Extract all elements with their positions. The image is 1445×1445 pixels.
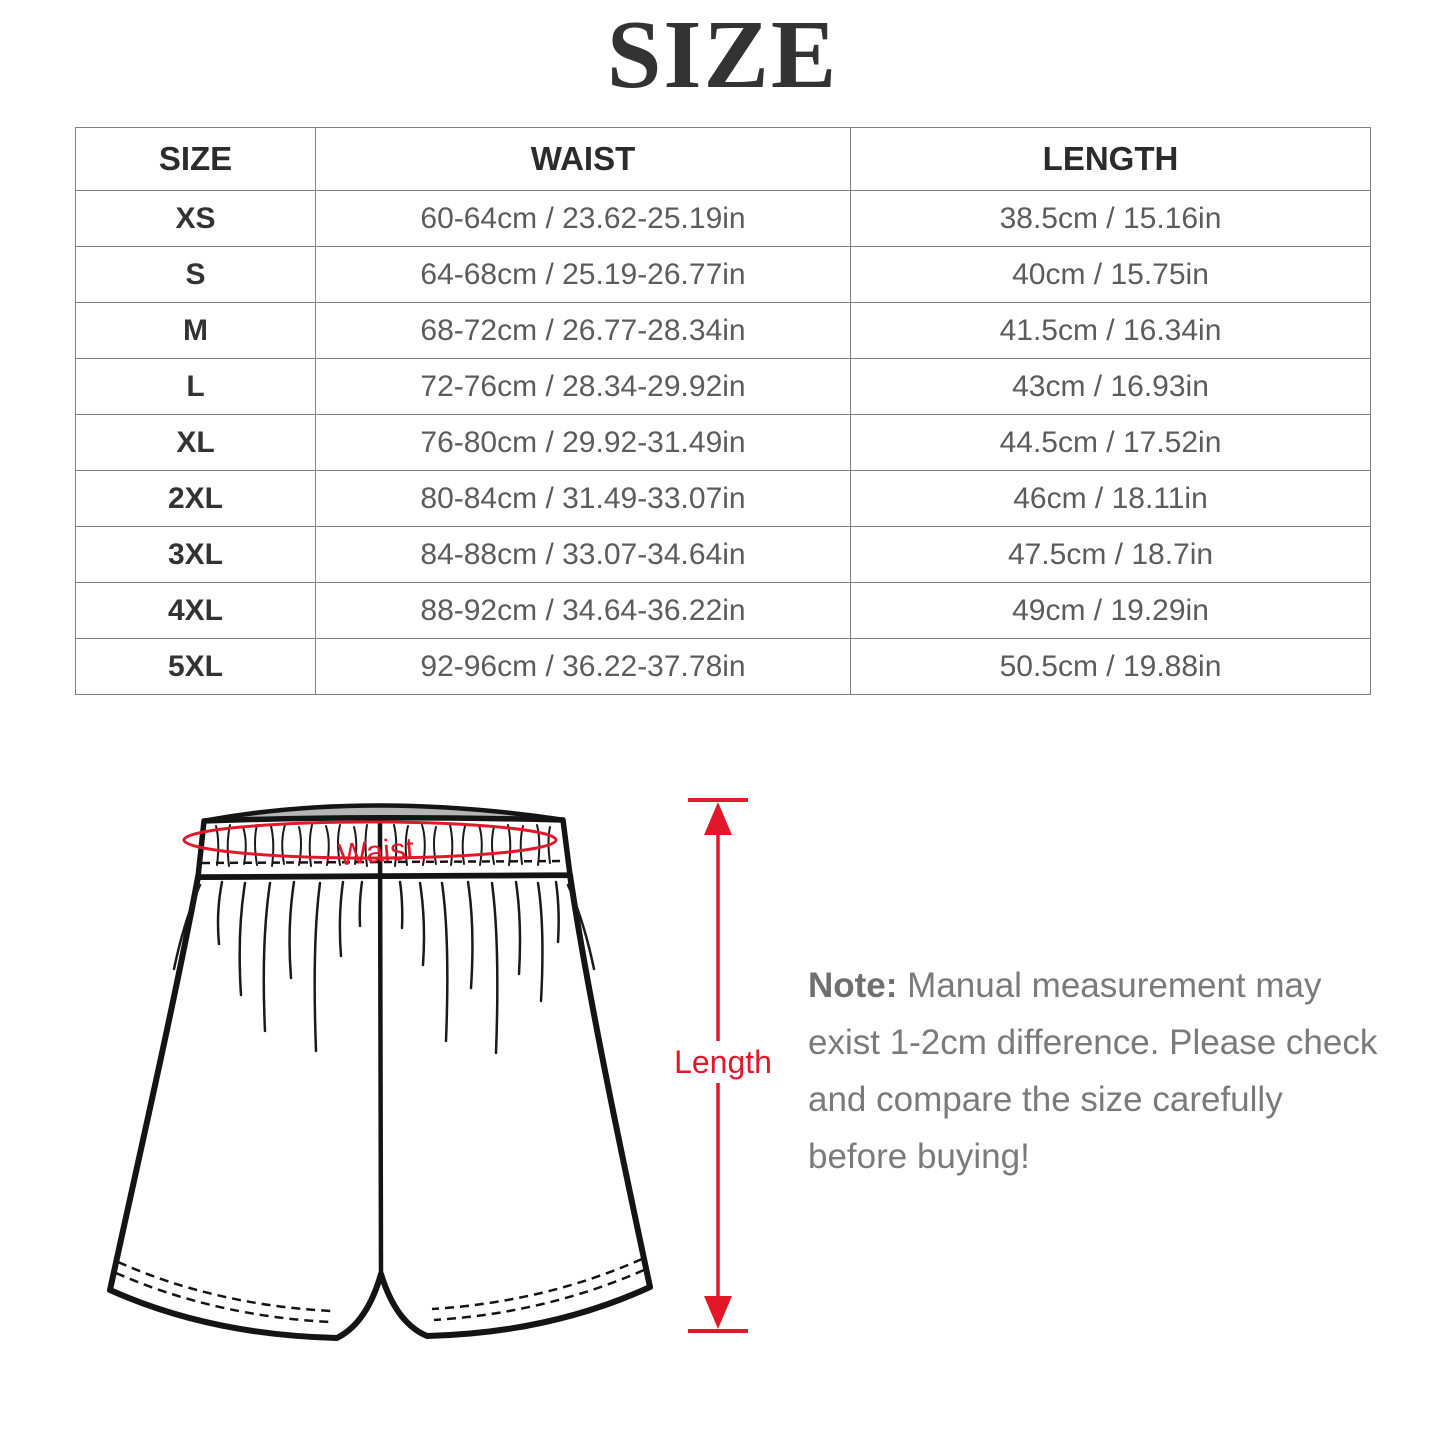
table-row <box>76 359 1371 415</box>
waist-label: Waist <box>336 830 416 873</box>
size-value: XL <box>76 415 316 471</box>
size-value: L <box>76 359 316 415</box>
table-header-row <box>76 128 1371 191</box>
waist-value: 84-88cm / 33.07-34.64in <box>316 527 851 583</box>
shorts-measurement-diagram <box>80 775 780 1355</box>
table-row <box>76 415 1371 471</box>
column-header-size: SIZE <box>76 128 316 191</box>
column-header-waist: WAIST <box>316 128 851 191</box>
waist-value: 72-76cm / 28.34-29.92in <box>316 359 851 415</box>
waist-value: 88-92cm / 34.64-36.22in <box>316 583 851 639</box>
table-row <box>76 639 1371 695</box>
note-prefix: Note: <box>808 966 898 1005</box>
length-value: 47.5cm / 18.7in <box>851 527 1371 583</box>
waist-value: 76-80cm / 29.92-31.49in <box>316 415 851 471</box>
length-label: Length <box>674 1044 772 1080</box>
column-header-length: LENGTH <box>851 128 1371 191</box>
table-row <box>76 191 1371 247</box>
waist-value: 68-72cm / 26.77-28.34in <box>316 303 851 359</box>
length-value: 41.5cm / 16.34in <box>851 303 1371 359</box>
size-value: XS <box>76 191 316 247</box>
table-row <box>76 303 1371 359</box>
waist-value: 92-96cm / 36.22-37.78in <box>316 639 851 695</box>
length-value: 44.5cm / 17.52in <box>851 415 1371 471</box>
waist-value: 60-64cm / 23.62-25.19in <box>316 191 851 247</box>
size-value: 2XL <box>76 471 316 527</box>
measurement-note <box>808 957 1383 1185</box>
length-value: 38.5cm / 15.16in <box>851 191 1371 247</box>
note-text: Manual measurement may exist 1-2cm difference. Please check and compare the size carefully before buying! <box>808 966 1378 1176</box>
table-row <box>76 527 1371 583</box>
length-value: 43cm / 16.93in <box>851 359 1371 415</box>
center-seam <box>380 823 381 1272</box>
waist-value: 80-84cm / 31.49-33.07in <box>316 471 851 527</box>
length-value: 40cm / 15.75in <box>851 247 1371 303</box>
size-value: 4XL <box>76 583 316 639</box>
waist-value: 64-68cm / 25.19-26.77in <box>316 247 851 303</box>
table-row <box>76 247 1371 303</box>
size-value: 5XL <box>76 639 316 695</box>
length-value: 46cm / 18.11in <box>851 471 1371 527</box>
size-chart-table <box>75 127 1371 695</box>
size-value: S <box>76 247 316 303</box>
length-value: 50.5cm / 19.88in <box>851 639 1371 695</box>
size-value: 3XL <box>76 527 316 583</box>
size-value: M <box>76 303 316 359</box>
page-title: SIZE <box>606 1 839 109</box>
length-value: 49cm / 19.29in <box>851 583 1371 639</box>
table-row <box>76 471 1371 527</box>
table-row <box>76 583 1371 639</box>
